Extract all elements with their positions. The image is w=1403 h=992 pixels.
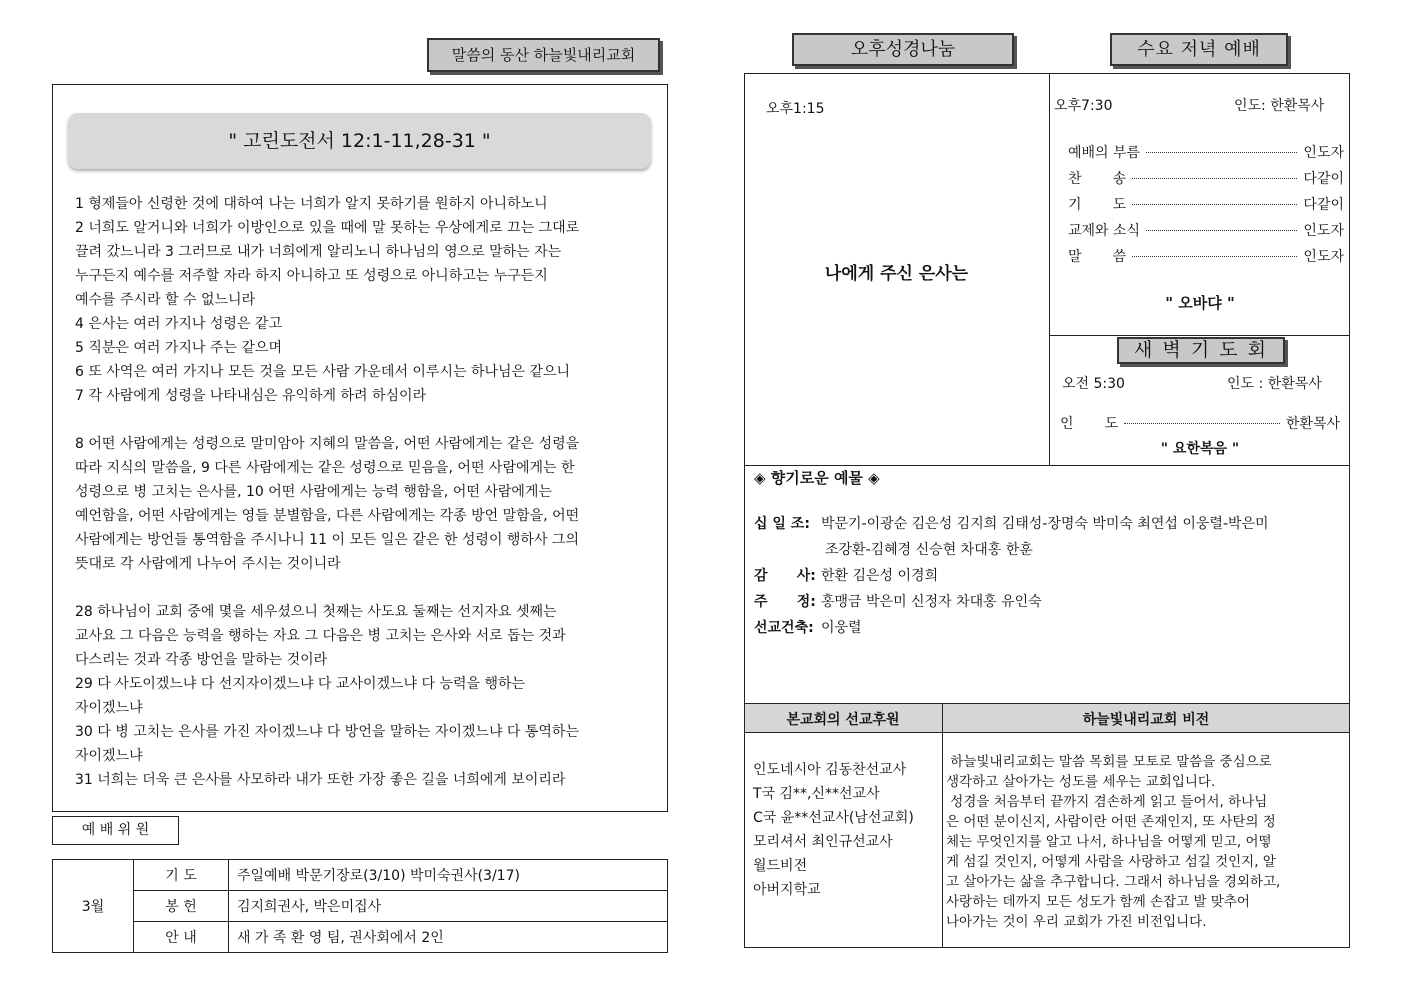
- verse-line: 30 다 병 고치는 은사를 가진 자이겠느냐 다 방언을 말하는 자이겠느냐 다 통역하는: [75, 724, 579, 740]
- order-row: [1068, 168, 1344, 194]
- offering-row: [754, 513, 1344, 539]
- verse-line: 1 형제들아 신령한 것에 대하여 나는 너희가 알지 못하기를 원하지 아니하노니: [75, 196, 548, 212]
- order-item: 말 씀: [1068, 249, 1127, 265]
- scripture-title: " 고린도전서 12:1-11,28-31 ": [228, 130, 491, 152]
- church-name-tab: [427, 38, 660, 72]
- offering-value: 이웅렬: [821, 620, 862, 636]
- verse-line: 8 어떤 사람에게는 성령으로 말미암아 지혜의 말씀을, 어떤 사람에게는 같은 성령을: [75, 436, 580, 452]
- dawn-tab-label: 새 벽 기 도 회: [1134, 339, 1268, 361]
- offering-row: [754, 539, 1344, 565]
- vision-header: 하늘빛내리교회 비전: [1082, 712, 1210, 728]
- dawn-tab: [1117, 337, 1285, 364]
- order-who: 인도자: [1303, 249, 1344, 265]
- dawn-time: 오전 5:30: [1062, 376, 1125, 392]
- wednesday-leader: 인도: 한환목사: [1234, 98, 1325, 114]
- verse-line: 2 너희도 알거니와 너희가 이방인으로 있을 때에 말 못하는 우상에게로 끄는 그대로: [75, 220, 580, 236]
- offering-label: [754, 539, 825, 565]
- offering-value: 홍맹금 박은미 신정자 차대홍 유인숙: [821, 594, 1042, 610]
- dawn-leader: 인도 : 한환목사: [1227, 376, 1322, 392]
- missions-header: 본교회의 선교후원: [786, 712, 900, 728]
- order-who: 인도자: [1303, 145, 1344, 161]
- offering-value: 조강환-김혜경 신승현 차대홍 한훈: [825, 542, 1033, 558]
- order-row: [1068, 142, 1344, 168]
- dawn-who: 한환목사: [1285, 416, 1340, 432]
- committee-value: 주일예배 박문기장로(3/10) 박미숙권사(3/17): [229, 860, 668, 891]
- committee-role: 기 도: [134, 860, 229, 891]
- order-who: 다같이: [1303, 197, 1344, 213]
- committee-label: 예 배 위 원: [81, 822, 150, 838]
- mission-item: 모리셔서 최인규선교사: [753, 834, 893, 850]
- offering-row: [754, 565, 1344, 591]
- vision-line: 성경을 처음부터 끝까지 겸손하게 읽고 들어서, 하나님: [946, 794, 1268, 810]
- vision-line: 체는 무엇인지를 알고 나서, 하나님을 어떻게 믿고, 어떻: [946, 834, 1272, 850]
- committee-value: 김지희권사, 박은미집사: [229, 891, 668, 922]
- verse-line: 자이겠느냐: [75, 748, 143, 764]
- order-item: 예배의 부름: [1068, 145, 1141, 161]
- wednesday-text: " 오바댜 ": [1165, 294, 1235, 312]
- vision-line: 사랑하는 데까지 모든 성도가 함께 손잡고 발 맞추어: [946, 894, 1250, 910]
- bottom-divider: [942, 703, 943, 948]
- verse-line: 사람에게는 방언들 통역함을 주시나니 11 이 모든 일은 같은 한 성령이 행하사 그의: [75, 532, 579, 548]
- verse-line: 6 또 사역은 여러 가지나 모든 것을 모든 사람 가운데서 이루시는 하나님은 같으니: [75, 364, 571, 380]
- committee-value: 새 가 족 환 영 팀, 권사회에서 2인: [229, 922, 668, 953]
- order-item: 기 도: [1068, 197, 1127, 213]
- verse-line: 다스리는 것과 각종 방언을 말하는 것이라: [75, 652, 328, 668]
- verse-line: 뜻대로 각 사람에게 나누어 주시는 것이니라: [75, 556, 341, 572]
- afternoon-time: 오후1:15: [766, 101, 825, 117]
- afternoon-tab-label: 오후성경나눔: [850, 39, 956, 60]
- dawn-row: [1060, 413, 1340, 439]
- offerings-header: ◈ 향기로운 예물 ◈: [754, 469, 880, 487]
- afternoon-title: 나에게 주신 은사는: [824, 264, 969, 284]
- offering-label: 십 일 조:: [754, 516, 810, 532]
- offering-label: 선교건축:: [754, 620, 814, 636]
- verse-line: 예수를 주시라 할 수 없느니라: [75, 292, 256, 308]
- order-item: 교제와 소식: [1068, 223, 1141, 239]
- dawn-text: " 요한복음 ": [1160, 441, 1240, 457]
- vision-line: 하늘빛내리교회는 말씀 목회를 모토로 말씀을 중심으로: [946, 754, 1272, 770]
- offerings-list: [754, 513, 1344, 643]
- vertical-divider: [1049, 73, 1050, 466]
- verse-line: 7 각 사람에게 성령을 나타내심은 유익하게 하려 하심이라: [75, 388, 427, 404]
- verse-line: 따라 지식의 말씀을, 9 다른 사람에게는 같은 성령으로 믿음을, 어떤 사람에게는 한: [75, 460, 575, 476]
- mission-item: C국 윤**선교사(남선교회): [753, 810, 914, 826]
- mission-item: 인도네시아 김동찬선교사: [753, 762, 907, 778]
- offering-label: 감 사:: [754, 568, 816, 584]
- vision-line: 나아가는 것이 우리 교회가 가진 비전입니다.: [946, 914, 1207, 930]
- verse-line: 4 은사는 여러 가지나 성령은 같고: [75, 316, 282, 332]
- verse-line: 끌려 갔느니라 3 그러므로 내가 너희에게 알리노니 하나님의 영으로 말하는 자는: [75, 244, 562, 260]
- wednesday-tab: [1110, 33, 1288, 66]
- verse-line: 교사요 그 다음은 능력을 행하는 자요 그 다음은 병 고치는 은사와 서로 돕는 것과: [75, 628, 566, 644]
- afternoon-tab: [792, 33, 1014, 66]
- order-who: 다같이: [1303, 171, 1344, 187]
- mission-item: 아버지학교: [753, 882, 821, 898]
- horizontal-divider: [1049, 335, 1350, 336]
- order-item: 찬 송: [1068, 171, 1127, 187]
- wednesday-time: 오후7:30: [1054, 98, 1113, 114]
- verse-line: 예언함을, 어떤 사람에게는 영들 분별함을, 다른 사람에게는 각종 방언 말함을, 어떤: [75, 508, 580, 524]
- offering-label: 주 정:: [754, 594, 816, 610]
- order-row: [1068, 194, 1344, 220]
- mission-item: 월드비전: [753, 858, 808, 874]
- order-who: 인도자: [1303, 223, 1344, 239]
- wednesday-order: [1068, 142, 1344, 272]
- vision-text: [946, 752, 1346, 932]
- vision-line: 생각하고 살아가는 성도를 세우는 교회입니다.: [946, 774, 1216, 790]
- scripture-title-banner: [68, 113, 651, 169]
- verse-line: 자이겠느냐: [75, 700, 143, 716]
- offering-row: [754, 591, 1344, 617]
- mission-item: T국 김**,신**선교사: [753, 786, 880, 802]
- vision-line: 게 섬길 것인지, 어떻게 사람을 사랑하고 섬길 것인지, 알: [946, 854, 1276, 870]
- offering-value: 한환 김은성 이경희: [821, 568, 939, 584]
- offering-value: 박문기-이광순 김은성 김지희 김태성-장명숙 박미숙 최연섭 이웅렬-박은미: [821, 516, 1269, 532]
- vision-line: 은 어떤 분이신지, 사람이란 어떤 존재인지, 또 사탄의 정: [946, 814, 1276, 830]
- verse-line: 성령으로 병 고치는 은사를, 10 어떤 사람에게는 능력 행함을, 어떤 사람에게는: [75, 484, 552, 500]
- order-row: [1068, 220, 1344, 246]
- verse-line: 28 하나님이 교회 중에 몇을 세우셨으니 첫째는 사도요 둘째는 선지자요 셋째는: [75, 604, 557, 620]
- missions-list: [753, 758, 939, 902]
- committee-role: 안 내: [134, 922, 229, 953]
- verse-line: 31 너희는 더욱 큰 은사를 사모하라 내가 또한 가장 좋은 길을 너희에게 보이리라: [75, 772, 566, 788]
- committee-role: 봉 헌: [134, 891, 229, 922]
- vision-line: 고 살아가는 삶을 추구합니다. 그래서 하나님을 경외하고,: [946, 874, 1281, 890]
- church-name: 말씀의 동산 하늘빛내리교회: [451, 46, 636, 64]
- committee-table: [52, 859, 668, 953]
- committee-label-box: [52, 816, 179, 845]
- verse-line: 5 직분은 여러 가지나 주는 같으며: [75, 340, 282, 356]
- verse-line: 29 다 사도이겠느냐 다 선지자이겠느냐 다 교사이겠느냐 다 능력을 행하는: [75, 676, 526, 692]
- verse-line: 누구든지 예수를 저주할 자라 하지 아니하고 또 성령으로 아니하고는 누구든지: [75, 268, 548, 284]
- wednesday-tab-label: 수요 저녁 예배: [1137, 39, 1261, 60]
- offering-row: [754, 617, 1344, 643]
- dawn-item: 인 도: [1060, 416, 1119, 432]
- order-row: [1068, 246, 1344, 272]
- committee-month: 3월: [53, 860, 134, 953]
